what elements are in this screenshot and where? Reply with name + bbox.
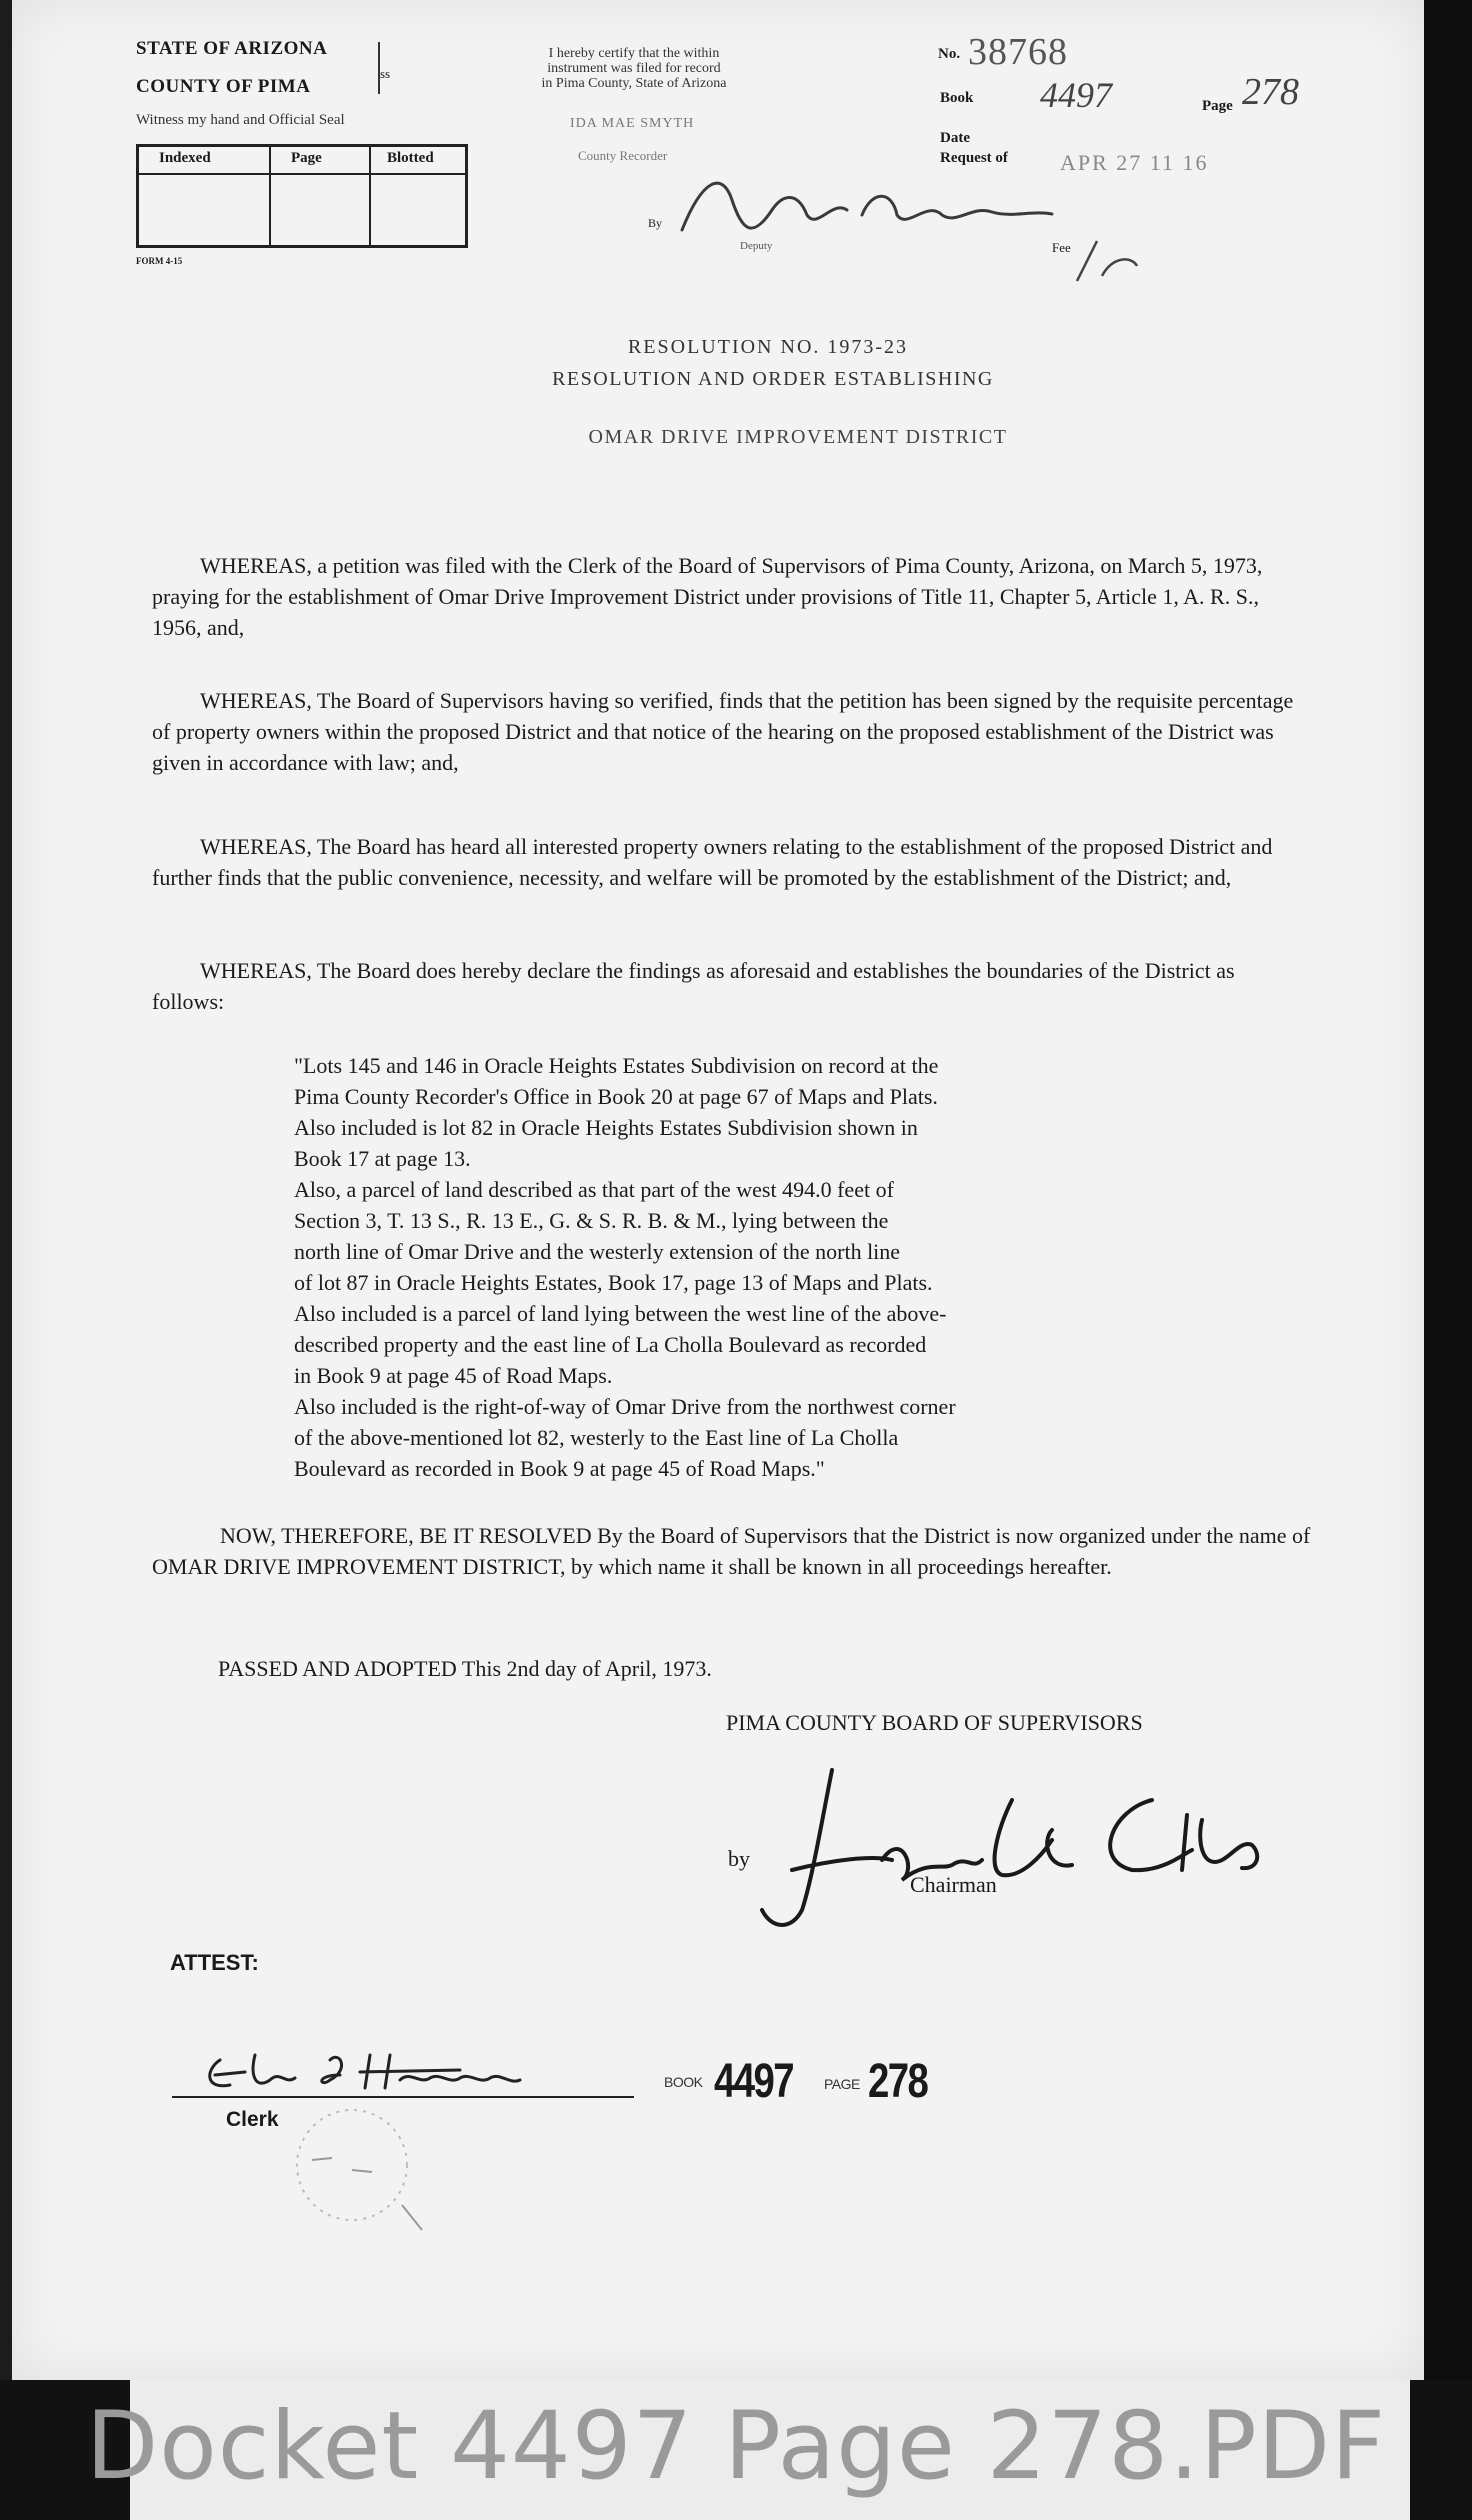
page-value: 278 bbox=[1242, 71, 1299, 113]
paragraph-whereas-4 bbox=[152, 955, 1312, 1017]
stamp-header-rule bbox=[139, 173, 465, 175]
boundary-line: Also included is a parcel of land lying between the west line of the above- bbox=[294, 1301, 947, 1326]
paragraph-text: NOW, THEREFORE, BE IT RESOLVED By the Board of Supervisors that the District is now organized under the name of OMAR DRIVE IMPROVEMENT DISTRICT, by which name it shall be known in all proceedings hereafter. bbox=[152, 1523, 1311, 1579]
document-number: 38768 bbox=[968, 31, 1068, 73]
witness-line: Witness my hand and Official Seal bbox=[136, 112, 345, 128]
deputy-signature-icon bbox=[672, 170, 1092, 250]
file-name-caption: Docket 4497 Page 278.PDF bbox=[85, 2392, 1387, 2501]
chairman-label: Chairman bbox=[910, 1872, 997, 1897]
page-stamp-number: 278 bbox=[868, 2055, 928, 2108]
boundary-line: in Book 9 at page 45 of Road Maps. bbox=[294, 1363, 613, 1388]
seal-icon bbox=[252, 2110, 492, 2240]
stamp-page-label: Page bbox=[291, 150, 322, 166]
fee-mark-icon bbox=[1072, 236, 1152, 286]
boundary-line: Book 17 at page 13. bbox=[294, 1146, 471, 1171]
boundary-line: Pima County Recorder's Office in Book 20 at page 67 of Maps and Plats. bbox=[294, 1084, 938, 1109]
county-label: COUNTY OF PIMA bbox=[136, 76, 311, 97]
form-number: FORM 4-15 bbox=[136, 256, 183, 266]
boundary-line: Boulevard as recorded in Book 9 at page 45 of Road Maps." bbox=[294, 1456, 825, 1481]
paragraph-whereas-1 bbox=[152, 550, 1312, 643]
certification-line: instrument was filed for record bbox=[547, 61, 721, 76]
request-of-label: Request of bbox=[940, 150, 1008, 166]
chairman-signature-icon bbox=[752, 1760, 1272, 1940]
resolution-title: RESOLUTION AND ORDER ESTABLISHING bbox=[552, 368, 994, 390]
boundary-description bbox=[294, 1050, 1274, 1484]
paragraph-text: WHEREAS, The Board has heard all interested property owners relating to the establishment of the proposed District and further finds that the public convenience, necessity, and welfare will be promoted by the establishment of the District; and, bbox=[152, 834, 1273, 890]
boundary-line: Also included is the right-of-way of Omar Drive from the northwest corner bbox=[294, 1394, 956, 1419]
by-label: By bbox=[648, 216, 663, 230]
document-page bbox=[12, 0, 1424, 2380]
bracket-mark bbox=[370, 42, 380, 94]
date-stamp: APR 27 11 16 bbox=[1060, 150, 1209, 175]
paragraph-resolved bbox=[152, 1520, 1312, 1582]
fee-label: Fee bbox=[1052, 240, 1071, 255]
recorder-name: IDA MAE SMYTH bbox=[570, 116, 695, 131]
paragraph-whereas-2 bbox=[152, 685, 1312, 778]
boundary-line: Section 3, T. 13 S., R. 13 E., G. & S. R. B. & M., lying between the bbox=[294, 1208, 889, 1233]
recorder-title: County Recorder bbox=[578, 148, 668, 163]
boundary-line: "Lots 145 and 146 in Oracle Heights Estates Subdivision on record at the bbox=[294, 1053, 939, 1078]
boundary-line: Also, a parcel of land described as that part of the west 494.0 feet of bbox=[294, 1177, 894, 1202]
attest-label: ATTEST: bbox=[170, 1950, 259, 1975]
date-label: Date bbox=[940, 130, 970, 146]
boundary-line: described property and the east line of La Cholla Boulevard as recorded bbox=[294, 1332, 927, 1357]
ss-label: ss bbox=[380, 66, 391, 81]
certification-text bbox=[464, 46, 804, 91]
adoption-line: PASSED AND ADOPTED This 2nd day of April, 1973. bbox=[218, 1656, 712, 1681]
district-title: OMAR DRIVE IMPROVEMENT DISTRICT bbox=[588, 426, 1008, 448]
boundary-line: Also included is lot 82 in Oracle Heights Estates Subdivision shown in bbox=[294, 1115, 918, 1140]
book-stamp-number: 4497 bbox=[714, 2055, 794, 2108]
index-stamp-table bbox=[136, 144, 468, 248]
deputy-label: Deputy bbox=[740, 240, 773, 252]
resolution-number: RESOLUTION NO. 1973-23 bbox=[627, 336, 909, 358]
book-value: 4497 bbox=[1040, 75, 1112, 115]
page-stamp-label: PAGE bbox=[824, 2076, 860, 2092]
number-label: No. bbox=[938, 46, 961, 62]
paragraph-text: WHEREAS, The Board does hereby declare the findings as aforesaid and establishes the boundaries of the District as follows: bbox=[152, 958, 1235, 1014]
certification-line: I hereby certify that the within bbox=[548, 46, 720, 61]
paragraph-text: WHEREAS, a petition was filed with the Clerk of the Board of Supervisors of Pima County, Arizona, on March 5, 1973, praying for the establishment of Omar Drive Improvement District under provisions of Title 11, Chapter 5, Article 1, A. R. S., 1956, and, bbox=[152, 553, 1263, 640]
scan-right-edge bbox=[1424, 0, 1472, 2520]
state-label: STATE OF ARIZONA bbox=[136, 38, 328, 59]
clerk-signature-line bbox=[172, 2096, 634, 2098]
board-name: PIMA COUNTY BOARD OF SUPERVISORS bbox=[726, 1710, 1143, 1735]
stamp-indexed-label: Indexed bbox=[159, 150, 211, 166]
certification-line: in Pima County, State of Arizona bbox=[541, 76, 727, 91]
boundary-line: north line of Omar Drive and the westerly extension of the north line bbox=[294, 1239, 901, 1264]
by-label-signature: by bbox=[728, 1846, 750, 1871]
boundary-line: of lot 87 in Oracle Heights Estates, Book 17, page 13 of Maps and Plats. bbox=[294, 1270, 933, 1295]
clerk-label: Clerk bbox=[226, 2108, 279, 2131]
clerk-signature-icon bbox=[200, 2040, 580, 2100]
stamp-blotted-label: Blotted bbox=[387, 150, 434, 166]
paragraph-whereas-3 bbox=[152, 831, 1312, 893]
book-label: Book bbox=[940, 90, 974, 106]
page-label: Page bbox=[1202, 98, 1233, 114]
book-stamp-label: BOOK bbox=[664, 2074, 703, 2090]
boundary-line: of the above-mentioned lot 82, westerly to the East line of La Cholla bbox=[294, 1425, 899, 1450]
paragraph-text: WHEREAS, The Board of Supervisors having so verified, finds that the petition has been signed by the requisite percentage of property owners within the proposed District and that notice of the hearing on the proposed establishment of the District was given in accordance with law; and, bbox=[152, 688, 1294, 775]
